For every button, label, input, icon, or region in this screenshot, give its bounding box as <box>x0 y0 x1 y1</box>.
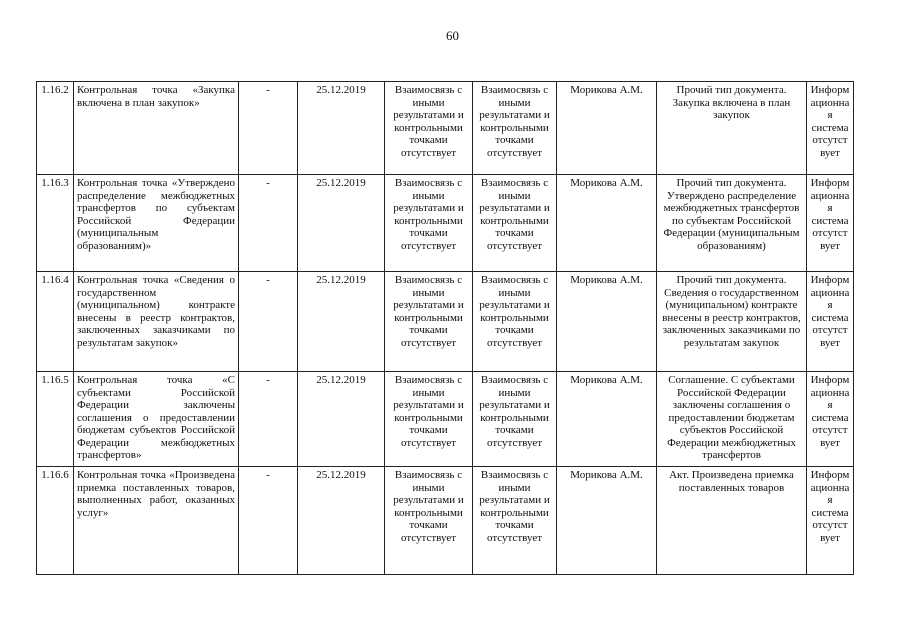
predecessor-relation: Взаимосвязь с иными результатами и контрольными точками отсутствует <box>385 467 473 575</box>
responsible-person: Морикова А.М. <box>557 82 657 175</box>
control-point-name: Контрольная точка «Закупка включена в план закупок» <box>74 82 239 175</box>
end-date: 25.12.2019 <box>298 82 385 175</box>
end-date: 25.12.2019 <box>298 372 385 467</box>
result-document: Соглашение. С субъектами Российской Федерации заключены соглашения о предоставлении бюджетам субъектов Российской Федерации межбюджетных трансфертов <box>657 372 807 467</box>
information-system: Информационная система отсутствует <box>807 82 854 175</box>
information-system: Информационная система отсутствует <box>807 272 854 372</box>
table-row <box>37 272 854 372</box>
table-row <box>37 467 854 575</box>
result-document: Прочий тип документа. Сведения о государственном (муниципальном) контракте внесены в реестр контрактов, заключенных заказчиками по результатам закупок <box>657 272 807 372</box>
end-date: 25.12.2019 <box>298 272 385 372</box>
table-row <box>37 372 854 467</box>
successor-relation: Взаимосвязь с иными результатами и контрольными точками отсутствует <box>473 372 557 467</box>
successor-relation: Взаимосвязь с иными результатами и контрольными точками отсутствует <box>473 82 557 175</box>
responsible-person: Морикова А.М. <box>557 175 657 272</box>
result-document: Акт. Произведена приемка поставленных товаров <box>657 467 807 575</box>
responsible-person: Морикова А.М. <box>557 372 657 467</box>
row-number: 1.16.4 <box>37 272 74 372</box>
information-system: Информационная система отсутствует <box>807 467 854 575</box>
row-number: 1.16.5 <box>37 372 74 467</box>
responsible-person: Морикова А.М. <box>557 467 657 575</box>
result-document: Прочий тип документа. Закупка включена в план закупок <box>657 82 807 175</box>
successor-relation: Взаимосвязь с иными результатами и контрольными точками отсутствует <box>473 175 557 272</box>
control-point-name: Контрольная точка «Произведена приемка поставленных товаров, выполненных работ, оказанных услуг» <box>74 467 239 575</box>
successor-relation: Взаимосвязь с иными результатами и контрольными точками отсутствует <box>473 272 557 372</box>
start-date-dash: - <box>239 82 298 175</box>
start-date-dash: - <box>239 467 298 575</box>
control-point-name: Контрольная точка «С субъектами Российской Федерации заключены соглашения о предоставлении бюджетам субъектов Российской Федерации межбюджетных трансфертов» <box>74 372 239 467</box>
row-number: 1.16.3 <box>37 175 74 272</box>
start-date-dash: - <box>239 272 298 372</box>
control-point-name: Контрольная точка «Утверждено распределение межбюджетных трансфертов по субъектам Российской Федерации (муниципальным образованиям)» <box>74 175 239 272</box>
information-system: Информационная система отсутствует <box>807 372 854 467</box>
result-document: Прочий тип документа. Утверждено распределение межбюджетных трансфертов по субъектам Российской Федерации (муниципальным образованиям) <box>657 175 807 272</box>
page-number: 60 <box>446 28 459 43</box>
table-row <box>37 175 854 272</box>
start-date-dash: - <box>239 372 298 467</box>
predecessor-relation: Взаимосвязь с иными результатами и контрольными точками отсутствует <box>385 272 473 372</box>
successor-relation: Взаимосвязь с иными результатами и контрольными точками отсутствует <box>473 467 557 575</box>
responsible-person: Морикова А.М. <box>557 272 657 372</box>
information-system: Информационная система отсутствует <box>807 175 854 272</box>
control-points-table <box>36 81 854 575</box>
row-number: 1.16.2 <box>37 82 74 175</box>
end-date: 25.12.2019 <box>298 175 385 272</box>
row-number: 1.16.6 <box>37 467 74 575</box>
predecessor-relation: Взаимосвязь с иными результатами и контрольными точками отсутствует <box>385 175 473 272</box>
predecessor-relation: Взаимосвязь с иными результатами и контрольными точками отсутствует <box>385 372 473 467</box>
start-date-dash: - <box>239 175 298 272</box>
table-row <box>37 82 854 175</box>
predecessor-relation: Взаимосвязь с иными результатами и контрольными точками отсутствует <box>385 82 473 175</box>
control-point-name: Контрольная точка «Сведения о государственном (муниципальном) контракте внесены в реестр контрактов, заключенных заказчиками по результатам закупок» <box>74 272 239 372</box>
end-date: 25.12.2019 <box>298 467 385 575</box>
